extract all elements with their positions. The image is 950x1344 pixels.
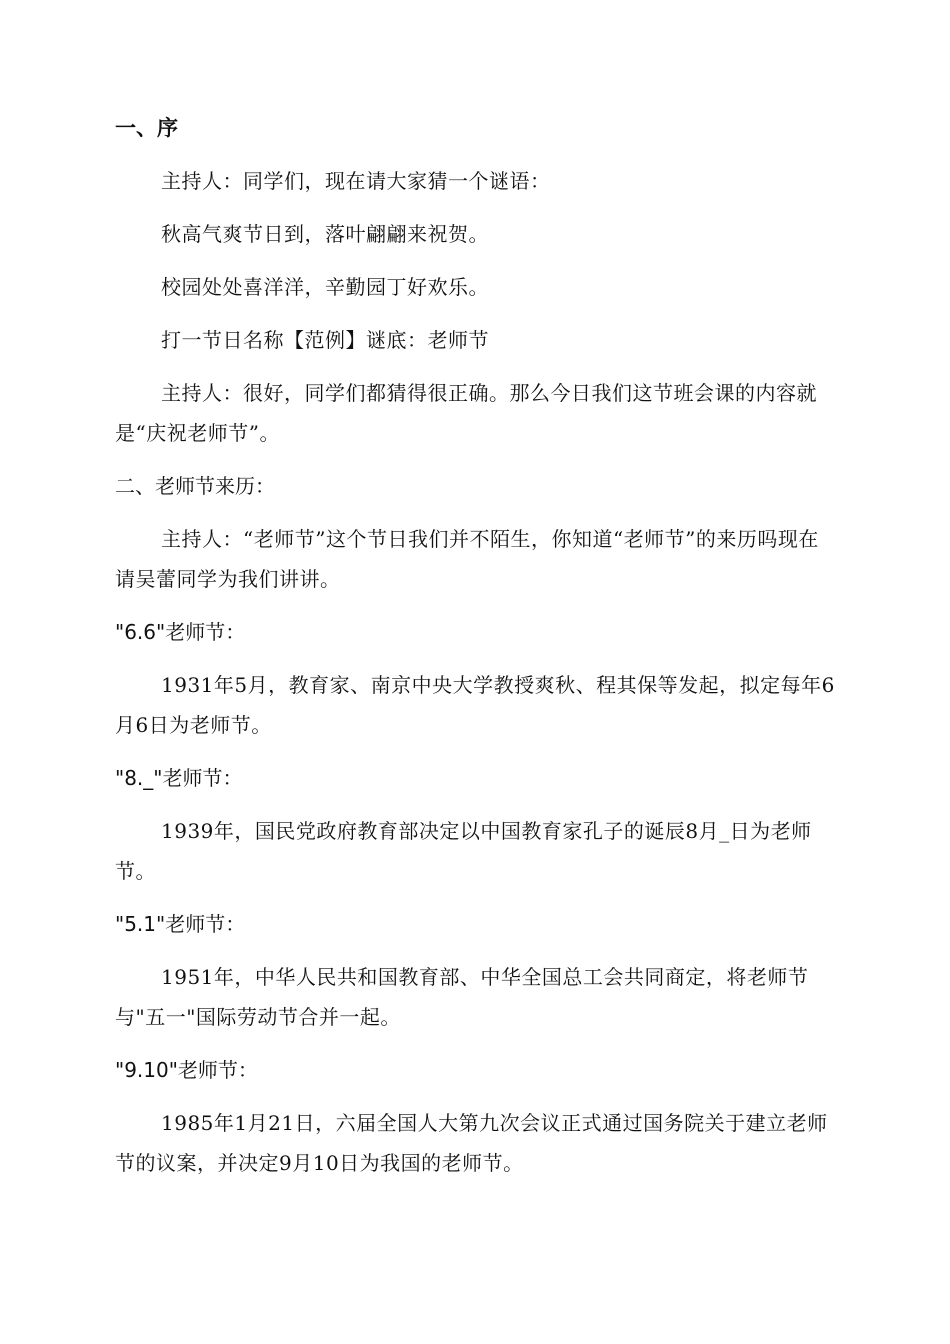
label-teachers-day-8: "8._"老师节： — [115, 766, 243, 790]
paragraph-host-history-intro: 主持人：“老师节”这个节日我们并不陌生，你知道“老师节”的来历吗现在请吴蕾同学为我们讲讲。 — [115, 527, 819, 591]
paragraph-riddle-answer: 打一节日名称【范例】谜底：老师节 — [161, 328, 489, 352]
label-teachers-day-6-6: "6.6"老师节： — [115, 620, 246, 644]
label-teachers-day-5-1: "5.1"老师节： — [115, 912, 246, 936]
document-body — [115, 108, 835, 1196]
paragraph-host-riddle-intro: 主持人：同学们，现在请大家猜一个谜语： — [161, 169, 551, 193]
section-title-preface: 一、序 — [115, 116, 178, 140]
paragraph-history-1939: 1939年，国民党政府教育部决定以中国教育家孔子的诞辰8月_日为老师节。 — [115, 819, 812, 883]
section-title-history: 二、老师节来历： — [115, 474, 275, 498]
paragraph-riddle-line-1: 秋高气爽节日到，落叶翩翩来祝贺。 — [161, 222, 489, 246]
paragraph-host-topic: 主持人：很好，同学们都猜得很正确。那么今日我们这节班会课的内容就是“庆祝老师节”。 — [115, 381, 817, 445]
paragraph-riddle-line-2: 校园处处喜洋洋，辛勤园丁好欢乐。 — [161, 275, 489, 299]
paragraph-history-1985: 1985年1月21日，六届全国人大第九次会议正式通过国务院关于建立老师节的议案，并决定9月10日为我国的老师节。 — [115, 1111, 828, 1175]
label-teachers-day-9-10: "9.10"老师节： — [115, 1058, 258, 1082]
paragraph-history-1931: 1931年5月，教育家、南京中央大学教授爽秋、程其保等发起，拟定每年6月6日为老师节。 — [115, 673, 835, 737]
paragraph-history-1951: 1951年，中华人民共和国教育部、中华全国总工会共同商定，将老师节与"五一"国际劳动节合并一起。 — [115, 965, 809, 1029]
